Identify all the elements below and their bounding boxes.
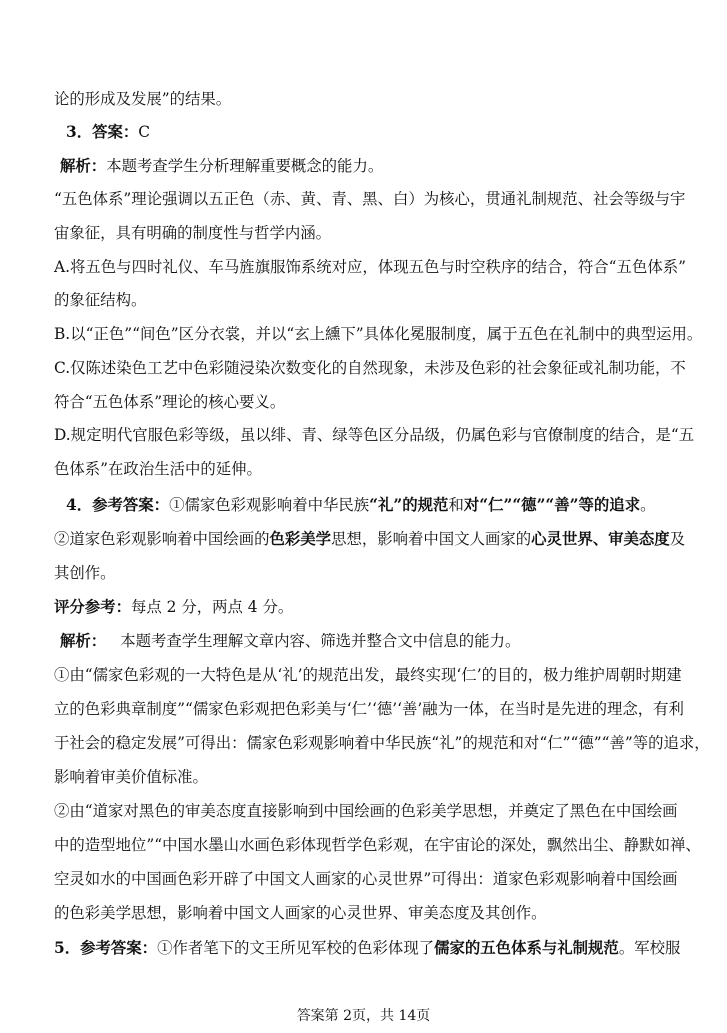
text: 符合“五色体系”理论的核心要义。 bbox=[54, 393, 286, 411]
text: 立的色彩典章制度”“儒家色彩观把色彩美与‘仁’‘德’‘善’融为一体，在当时是先进的理念，有利 bbox=[54, 700, 684, 718]
analysis-label: 解析： bbox=[60, 157, 107, 175]
text-line bbox=[54, 902, 678, 924]
option-d-line bbox=[54, 458, 678, 480]
text: 于社会的稳定发展”可得出：儒家色彩观影响着中华民族“礼”的规范和对“仁”“德”“善”等的追求， bbox=[54, 734, 710, 752]
question-4-analysis bbox=[60, 630, 684, 652]
analysis-text: 本题考查学生理解文章内容、筛选并整合文中信息的能力。 bbox=[120, 632, 521, 650]
text: 的色彩美学思想，影响着中国文人画家的心灵世界、审美态度及其创作。 bbox=[54, 904, 547, 922]
bold-text: 儒家的五色体系与礼制规范 bbox=[434, 939, 619, 957]
text-line bbox=[54, 222, 678, 244]
text: B.以“正色”“间色”区分衣裳，并以“玄上纁下”具体化冕服制度，属于五色在礼制中的典型运用。 bbox=[54, 325, 703, 343]
text-line bbox=[54, 766, 678, 788]
score-label: 评分参考： bbox=[54, 598, 131, 616]
text: 其创作。 bbox=[54, 564, 116, 582]
text: 色体系”在政治生活中的延伸。 bbox=[54, 460, 262, 478]
text: 论的形成及发展”的结果。 bbox=[54, 90, 232, 108]
text: 及 bbox=[669, 530, 686, 548]
text: C.仅陈述染色工艺中色彩随浸染次数变化的自然现象，未涉及色彩的社会象征或礼制功能，不 bbox=[54, 359, 686, 377]
text: ①儒家色彩观影响着中华民族 bbox=[169, 496, 370, 514]
option-b-line bbox=[54, 323, 703, 345]
text-line bbox=[54, 562, 678, 584]
text: 和 bbox=[448, 496, 464, 514]
text-line bbox=[54, 88, 678, 110]
score-text: 每点 2 分，两点 4 分。 bbox=[130, 598, 294, 616]
text: ②由“道家对黑色的审美态度直接影响到中国绘画的色彩美学思想，并奠定了黑色在中国绘画 bbox=[54, 802, 678, 820]
text: “五色体系”理论强调以五正色（赤、黄、青、黑、白）为核心，贯通礼制规范、社会等级与宇 bbox=[54, 190, 686, 208]
text: A.将五色与四时礼仪、车马旌旗服饰系统对应，体现五色与时空秩序的结合，符合“五色体系” bbox=[54, 258, 686, 276]
option-a-line bbox=[54, 256, 686, 278]
answer-label: 3．答案： bbox=[66, 123, 139, 141]
page-footer bbox=[0, 1006, 727, 1026]
analysis-text: 本题考查学生分析理解重要概念的能力。 bbox=[106, 157, 384, 175]
bold-text: “礼”的规范 bbox=[369, 496, 449, 514]
score-reference bbox=[54, 596, 678, 618]
text: 思想，影响着中国文人画家的 bbox=[331, 530, 532, 548]
answer-label: 4．参考答案： bbox=[66, 496, 170, 514]
answer-value: C bbox=[138, 123, 151, 141]
text: ①由“儒家色彩观的一大特色是从‘礼’的规范出发，最终实现‘仁’的目的，极力维护周朝时期建 bbox=[54, 666, 682, 684]
analysis-label: 解析： bbox=[60, 632, 107, 650]
text: D.规定明代官服色彩等级，虽以绯、青、绿等色区分品级，仍属色彩与官僚制度的结合，是“五 bbox=[54, 426, 695, 444]
bold-text: 对“仁”“德”“善”等的追求 bbox=[463, 496, 641, 514]
answer-label: 5．参考答案： bbox=[54, 939, 158, 957]
text-line bbox=[54, 664, 682, 686]
option-d-line bbox=[54, 424, 695, 446]
text: 空灵如水的中国画色彩开辟了中国文人画家的心灵世界”可得出：道家色彩观影响着中国绘画 bbox=[54, 870, 678, 888]
answer-page bbox=[54, 0, 710, 1033]
text-line bbox=[54, 800, 678, 822]
text: 的象征结构。 bbox=[54, 291, 147, 309]
bold-text: 色彩美学 bbox=[269, 530, 332, 548]
question-3-analysis bbox=[60, 155, 684, 177]
text: 宙象征，具有明确的制度性与哲学内涵。 bbox=[54, 224, 332, 242]
text-line bbox=[54, 834, 701, 856]
text: ①作者笔下的文王所见军校的色彩体现了 bbox=[157, 939, 435, 957]
question-4-answer bbox=[66, 494, 690, 516]
text-line bbox=[54, 188, 686, 210]
option-c-line bbox=[54, 357, 686, 379]
text-line bbox=[54, 732, 710, 754]
text: 。 bbox=[640, 496, 656, 514]
text: 中的造型地位”“中国水墨山水画色彩体现哲学色彩观，在宇宙论的深处，飘然出尘、静默如禅、 bbox=[54, 836, 701, 854]
text-line bbox=[54, 528, 686, 550]
text: ②道家色彩观影响着中国绘画的 bbox=[54, 530, 270, 548]
question-3-answer bbox=[66, 121, 690, 143]
page-number: 答案第 2页，共 14页 bbox=[296, 1008, 431, 1024]
text-line bbox=[54, 868, 678, 890]
option-c-line bbox=[54, 391, 678, 413]
text: 。军校服 bbox=[618, 939, 681, 957]
question-5-answer bbox=[54, 937, 681, 959]
bold-text: 心灵世界、审美态度 bbox=[531, 530, 670, 548]
option-a-line bbox=[54, 289, 678, 311]
text-line bbox=[54, 698, 684, 720]
text: 影响着审美价值标准。 bbox=[54, 768, 208, 786]
